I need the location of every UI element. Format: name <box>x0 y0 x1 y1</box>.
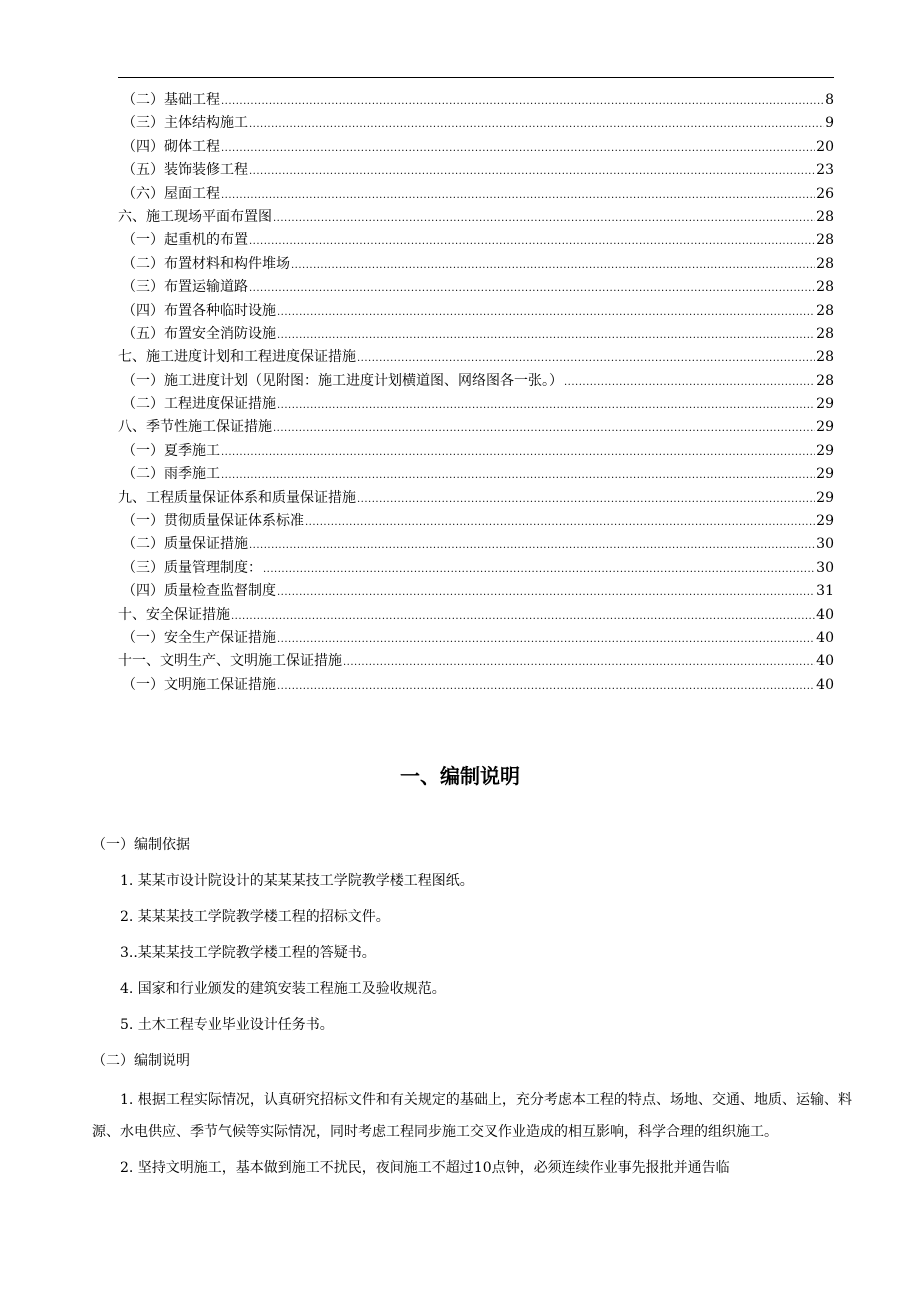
toc-entry-title: 装饰装修工程 <box>164 162 248 179</box>
toc-entry-number: （五） <box>122 325 164 342</box>
toc-entry-title: 工程质量保证体系和质量保证措施 <box>146 489 356 506</box>
toc-entry[interactable] <box>118 627 834 650</box>
toc-entry-title: 工程进度保证措施 <box>164 396 276 413</box>
toc-entry-title: 施工进度计划和工程进度保证措施 <box>146 349 356 366</box>
toc-leader-dots <box>249 113 824 136</box>
toc-entry-page: 28 <box>816 208 834 225</box>
toc-leader-dots <box>221 90 824 113</box>
toc-entry-title: 文明施工保证措施 <box>164 676 276 693</box>
subsection-title: （二）编制说明 <box>92 1053 190 1069</box>
toc-leader-dots <box>249 534 815 557</box>
toc-entry-title: 布置运输道路 <box>164 279 248 296</box>
toc-entry-number: （四） <box>122 302 164 319</box>
toc-entry-page: 28 <box>816 232 834 249</box>
toc-entry-page: 40 <box>816 629 834 646</box>
toc-entry-page: 28 <box>816 349 834 366</box>
toc-entry[interactable] <box>118 510 834 533</box>
toc-entry-number: 十一、 <box>118 653 160 670</box>
toc-entry-number: 七、 <box>118 349 146 366</box>
toc-leader-dots <box>221 137 815 160</box>
basis-item: 3..某某某技工学院教学楼工程的答疑书。 <box>120 945 376 961</box>
toc-entry-number: （二） <box>122 466 164 483</box>
toc-entry-page: 29 <box>816 419 834 436</box>
toc-entry-title: 基础工程 <box>164 92 220 108</box>
basis-item: 2. 某某某技工学院教学楼工程的招标文件。 <box>120 909 390 925</box>
toc-entry[interactable] <box>118 346 834 369</box>
toc-entry-page: 28 <box>816 325 834 342</box>
toc-leader-dots <box>231 605 815 628</box>
toc-entry-page: 29 <box>816 513 834 530</box>
toc-entry[interactable] <box>118 253 834 276</box>
toc-entry-page: 9 <box>825 115 834 132</box>
toc-entry[interactable] <box>118 370 834 393</box>
toc-entry-number: （二） <box>122 92 164 108</box>
toc-entry-page: 29 <box>816 466 834 483</box>
toc-entry-title: 施工进度计划（见附图：施工进度计划横道图、网络图各一张。） <box>164 372 563 389</box>
toc-leader-dots <box>249 160 815 183</box>
toc-entry-number: （一） <box>122 232 164 249</box>
toc-entry[interactable] <box>118 533 834 556</box>
toc-entry[interactable] <box>118 440 834 463</box>
toc-entry[interactable] <box>118 557 834 580</box>
toc-entry[interactable] <box>118 604 834 627</box>
toc-entry-number: （一） <box>122 372 164 389</box>
basis-item: 1. 某某市设计院设计的某某某技工学院教学楼工程图纸。 <box>120 873 474 889</box>
subsection-title: （一）编制依据 <box>92 837 190 853</box>
toc-entry-page: 29 <box>816 489 834 506</box>
toc-leader-dots <box>277 324 815 347</box>
toc-entry-title: 布置各种临时设施 <box>164 302 276 319</box>
toc-entry-title: 夏季施工 <box>164 442 220 459</box>
toc-entry[interactable] <box>118 136 834 159</box>
toc-leader-dots <box>273 417 815 440</box>
toc-entry-page: 30 <box>816 559 834 576</box>
toc-entry-number: （三） <box>122 559 164 576</box>
toc-entry-number: （一） <box>122 629 164 646</box>
toc-entry-number: （二） <box>122 536 164 553</box>
toc-entry-title: 质量保证措施 <box>164 536 248 553</box>
toc-entry-number: 十、 <box>118 606 146 623</box>
toc-entry[interactable] <box>118 650 834 673</box>
toc-entry-title: 布置安全消防设施 <box>164 325 276 342</box>
section-heading: 一、编制说明 <box>400 764 520 788</box>
toc-entry-page: 29 <box>816 396 834 413</box>
toc-leader-dots <box>277 581 815 604</box>
toc-entry-title: 文明生产、文明施工保证措施 <box>160 653 342 670</box>
toc-entry-page: 26 <box>816 185 834 202</box>
toc-entry-title: 季节性施工保证措施 <box>146 419 272 436</box>
toc-entry-page: 40 <box>816 653 834 670</box>
toc-entry-title: 贯彻质量保证体系标准 <box>164 513 304 530</box>
toc-leader-dots <box>273 207 815 230</box>
toc-leader-dots <box>221 184 815 207</box>
toc-entry-number: （一） <box>122 442 164 459</box>
toc-leader-dots <box>357 347 815 370</box>
toc-leader-dots <box>221 441 815 464</box>
toc-entry[interactable] <box>118 416 834 439</box>
toc-entry[interactable] <box>118 112 834 135</box>
toc-entry-number: （二） <box>122 396 164 413</box>
toc-entry[interactable] <box>118 487 834 510</box>
toc-leader-dots <box>221 464 815 487</box>
toc-entry[interactable] <box>118 183 834 206</box>
toc-leader-dots <box>263 558 815 581</box>
toc-leader-dots <box>277 301 815 324</box>
toc-leader-dots <box>249 277 815 300</box>
toc-leader-dots <box>343 651 815 674</box>
toc-entry-title: 主体结构施工 <box>164 115 248 132</box>
toc-entry-title: 质量管理制度： <box>164 559 262 576</box>
toc-leader-dots <box>277 394 815 417</box>
toc-entry-title: 质量检查监督制度 <box>164 583 276 600</box>
toc-entry[interactable] <box>118 323 834 346</box>
toc-entry-number: （三） <box>122 279 164 296</box>
toc-leader-dots <box>277 675 815 698</box>
toc-leader-dots <box>305 511 815 534</box>
toc-entry[interactable] <box>118 580 834 603</box>
toc-leader-dots <box>564 371 815 394</box>
toc-leader-dots <box>249 230 815 253</box>
toc-entry-page: 30 <box>816 536 834 553</box>
toc-entry-title: 布置材料和构件堆场 <box>164 255 290 272</box>
toc-entry[interactable] <box>118 229 834 252</box>
toc-entry-page: 28 <box>816 255 834 272</box>
section-body <box>92 832 852 1188</box>
toc-entry-title: 起重机的布置 <box>164 232 248 249</box>
basis-item: 4. 国家和行业颁发的建筑安装工程施工及验收规范。 <box>120 981 446 997</box>
toc-entry-page: 28 <box>816 302 834 319</box>
toc-entry-number: （三） <box>122 115 164 132</box>
toc-entry-page: 40 <box>816 606 834 623</box>
toc-leader-dots <box>291 254 815 277</box>
toc-entry-title: 砌体工程 <box>164 138 220 155</box>
toc-entry[interactable] <box>118 276 834 299</box>
toc-entry-page: 23 <box>816 162 834 179</box>
toc-entry-number: （六） <box>122 185 164 202</box>
toc-entry[interactable] <box>118 300 834 323</box>
toc-entry-page: 29 <box>816 442 834 459</box>
toc-entry-number: 九、 <box>118 489 146 506</box>
table-of-contents <box>118 89 834 697</box>
toc-entry[interactable] <box>118 206 834 229</box>
header-rule <box>118 77 834 78</box>
toc-entry-title: 安全生产保证措施 <box>164 629 276 646</box>
toc-entry-number: （一） <box>122 676 164 693</box>
toc-entry-number: （四） <box>122 583 164 600</box>
toc-entry-number: （五） <box>122 162 164 179</box>
toc-entry[interactable] <box>118 674 834 697</box>
toc-entry-page: 20 <box>816 138 834 155</box>
toc-entry-number: （一） <box>122 513 164 530</box>
toc-entry-title: 安全保证措施 <box>146 606 230 623</box>
toc-entry-title: 施工现场平面布置图 <box>146 208 272 225</box>
basis-item: 5. 土木工程专业毕业设计任务书。 <box>120 1017 334 1033</box>
toc-entry-page: 40 <box>816 676 834 693</box>
paragraph: 1. 根据工程实际情况，认真研究招标文件和有关规定的基础上，充分考虑本工程的特点、场地、交通、地质、运输、料源、水电供应、季节气候等实际情况，同时考虑工程同步施工交叉作业造成的相互影响，科学合理的组织施工。 <box>92 1092 852 1140</box>
toc-entry-page: 28 <box>816 279 834 296</box>
toc-entry[interactable] <box>118 159 834 182</box>
paragraph: 2. 坚持文明施工，基本做到施工不扰民，夜间施工不超过10点钟，必须连续作业事先报批并通告临 <box>120 1160 730 1176</box>
toc-entry-page: 31 <box>816 583 834 600</box>
toc-entry-page: 8 <box>825 92 834 108</box>
toc-entry-title: 屋面工程 <box>164 185 220 202</box>
toc-entry[interactable] <box>118 89 834 112</box>
toc-leader-dots <box>357 488 815 511</box>
toc-entry-number: 八、 <box>118 419 146 436</box>
toc-entry-title: 雨季施工 <box>164 466 220 483</box>
toc-entry-page: 28 <box>816 372 834 389</box>
toc-entry-number: （二） <box>122 255 164 272</box>
toc-entry-number: 六、 <box>118 208 146 225</box>
toc-entry[interactable] <box>118 393 834 416</box>
toc-entry[interactable] <box>118 463 834 486</box>
toc-leader-dots <box>277 628 815 651</box>
toc-entry-number: （四） <box>122 138 164 155</box>
